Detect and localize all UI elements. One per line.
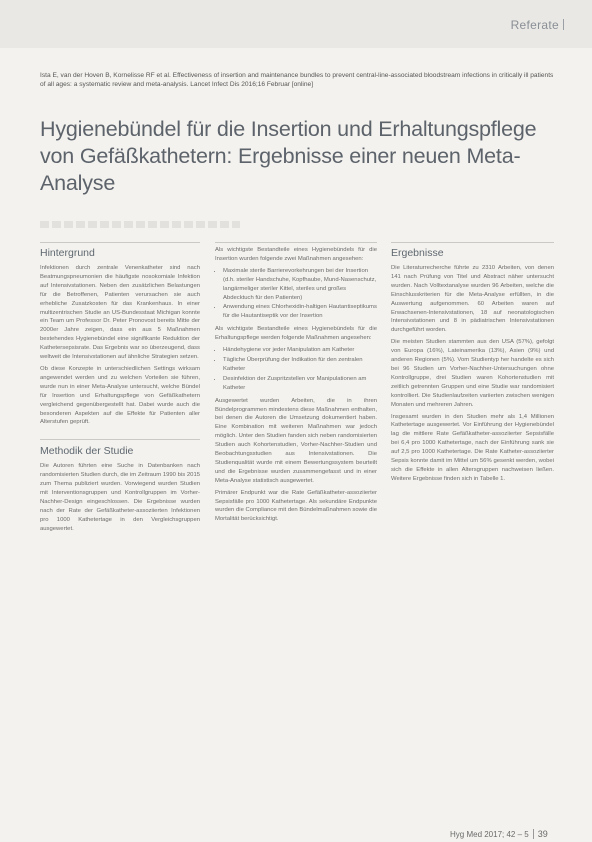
journal-reference: Hyg Med 2017; 42 – 5 xyxy=(450,830,529,839)
paragraph: Als wichtigste Bestandteile eines Hygienebündels für die Insertion wurden folgende zwei Maßnahmen angesehen: xyxy=(215,247,377,262)
paragraph: Infektionen durch zentrale Venenkatheter sind nach Beatmungspneumonien die häufigste nosokomiale Infektion auf Intensivstationen. Neben den zusätzlichen Belastungen für die Betroffenen, Patienten verursachen sie auch erhebliche Zusatzkosten für das Krankenhaus. In einer multizentrischen Studie an US-Bundesstaat Michigan konnte ein Team um Professor Dr. Peter Pronovost bereits Mitte der 2000er Jahre zeigen, dass ein aus 5 Maßnahmen bestehendes Hygienebündel eine signifikante Reduktion der Kathetersepsisrate. Das Ergebnis war so überzeugend, dass weltweit die Intensivstationen auf ähnliche Strategien setzen. xyxy=(40,265,200,361)
article-subtitle-faint xyxy=(40,221,240,228)
column-rule-1 xyxy=(40,242,200,243)
article-citation: Ista E, van der Hoven B, Kornelisse RF et al. Effectiveness of insertion and maintenance bundles to prevent central-line-associated bloodstream infections in critically ill patients of all ages: a systematic review and meta-analysis. Lancet Infect Dis 2016;16 Februar [online] xyxy=(40,72,554,88)
section-tag-label: Referate xyxy=(510,18,559,32)
list-item: • Maximale sterile Barrierevorkehrungen bei der Insertion (d.h. steriler Handschuhe, Kopfhaube, Mund-Nasenschutz, langärmeliger steriler Kittel, steriles und großes Abdecktuch für den Patienten) xyxy=(223,267,377,303)
paragraph: Primärer Endpunkt war die Rate Gefäßkatheter-assoziierter Sepsisfälle pro 1000 Kathetertage. Als sekundäre Endpunkte wurden die Compliance mit den Bündelmaßnahmen sowie die Mortalität berücksichtigt. xyxy=(215,489,377,523)
article-title: Hygienebündel für die Insertion und Erhaltungspflege von Gefäßkathetern: Ergebnisse einer neuen Meta-Analyse xyxy=(40,117,537,195)
bullet-list-insertion xyxy=(215,267,377,321)
column-rule-2 xyxy=(215,242,377,243)
column-rule-3 xyxy=(391,242,554,243)
page-header-band xyxy=(0,0,592,48)
list-item: • Desinfektion der Zuspritzstellen vor Manipulationen am Katheter xyxy=(223,375,377,393)
section-tag-divider xyxy=(563,19,564,30)
list-item: • Händehygiene vor jeder Manipulation am Katheter xyxy=(223,346,377,355)
page-number: 39 xyxy=(533,829,548,839)
paragraph: Ausgewertet wurden Arbeiten, die in ihren Bündelprogrammen mindestens diese Maßnahmen enthalten, bei denen die Autoren die Umsetzung dokumentiert haben. Eine Kombination mit weiteren Maßnahmen war jedoch möglich. Unter den Studien fanden sich neben randomisierten Studien auch Kohortenstudien, Vorher-Nachher-Studien und Beobachtungsstudien aus Intensivstationen. Die Studienqualität wurde mit einem Bewertungssystem beurteilt und die Ergebnisse wurden zusammengefasst und in einer Meta-Analyse statistisch ausgewertet. xyxy=(215,397,377,484)
paragraph: Insgesamt wurden in den Studien mehr als 1,4 Millionen Kathetertage ausgewertet. Vor Einführung der Hygienebündel lag die mittlere Rate Gefäßkatheter-assoziierter Sepsisfälle bei 6,4 pro 1000 Kathetertage, nach der Einführung sank sie auf 2,5 pro 1000 Kathetertage. Die Rate Katheter-assoziierter Sepsis konnte damit im Mittel um 56% gesenkt werden, wobei sich die Effekte in allen Altersgruppen nachweisen ließen. Weitere Ergebnisse finden sich in Tabelle 1. xyxy=(391,413,554,482)
column-right xyxy=(391,246,554,487)
section-tag xyxy=(511,18,564,32)
paragraph: Als wichtigste Bestandteile eines Hygienebündels für die Erhaltungspflege werden folgende Maßnahmen angesehen: xyxy=(215,326,377,342)
page-footer xyxy=(450,829,548,839)
heading-hintergrund: Hintergrund xyxy=(40,247,95,259)
list-item: • Anwendung eines Chlorhexidin-haltigen Hautantiseptikums für die Hautantiseptik vor der Insertion xyxy=(223,303,377,321)
paragraph: Die meisten Studien stammten aus den USA (57%), gefolgt von Europa (16%), Lateinamerika (13%), Asien (9%) und anderen Regionen (5%). Vom Studientyp her handelte es sich bei 96 Studien um Vorher-Nachher-Untersuchungen ohne Kontrollgruppe, drei Studien waren Kohortenstudien mit zeitlich getrennten Gruppen und eine Studie war randomisiert kontrolliert. Die Studienlaufzeiten variierten zwischen wenigen Monaten und mehreren Jahren. xyxy=(391,339,554,408)
paragraph: Die Autoren führten eine Suche in Datenbanken nach randomisierten Studien durch, die im Zeitraum 1990 bis 2015 zum Thema publiziert wurden. Vorwiegend wurden Studien mit Interventionsgruppen und Kontrollgruppen im Vorher-Nachher-Design eingeschlossen. Die Ergebnisse wurden nach der Rate der Gefäßkatheter-assoziierten Infektionen pro 1000 Kathetertage in den Vergleichsgruppen ausgewertet. xyxy=(40,463,200,532)
bullet-list-maintenance xyxy=(215,346,377,393)
paragraph: Ob diese Konzepte in unterschiedlichen Settings wirksam angewendet werden und zu welchen Vorteilen sie führen, wurde nun in einer Meta-Analyse untersucht, welche Bündel für Insertion und Erhaltungspflege von Gefäßkathetern vergleichend gegenübergestellt hat. Dabei wurde auch die besonderen Aspekten auf die Effekte für Patienten aller Alterstufen geprüft. xyxy=(40,365,200,426)
column-left xyxy=(40,246,200,537)
heading-methodik: Methodik der Studie xyxy=(40,439,200,458)
heading-ergebnisse: Ergebnisse xyxy=(391,247,444,259)
list-item: • Tägliche Überprüfung der Indikation für den zentralen Katheter xyxy=(223,356,377,374)
column-middle xyxy=(215,246,377,527)
paragraph: Die Literaturrecherche führte zu 2310 Arbeiten, von denen 141 nach Prüfung von Titel und Abstract näher untersucht wurden. Nach Volltextanalyse wurden 96 Arbeiten, welche die Einschlusskriterien für die Meta-Analyse erfüllten, in die Auswertung aufgenommen. 60 Arbeiten waren auf Erwachsenen-Intensivstationen, 18 auf neonatologischen Intensivstationen und 8 in pädiatrischen Intensivstationen durchgeführt worden. xyxy=(391,265,554,334)
